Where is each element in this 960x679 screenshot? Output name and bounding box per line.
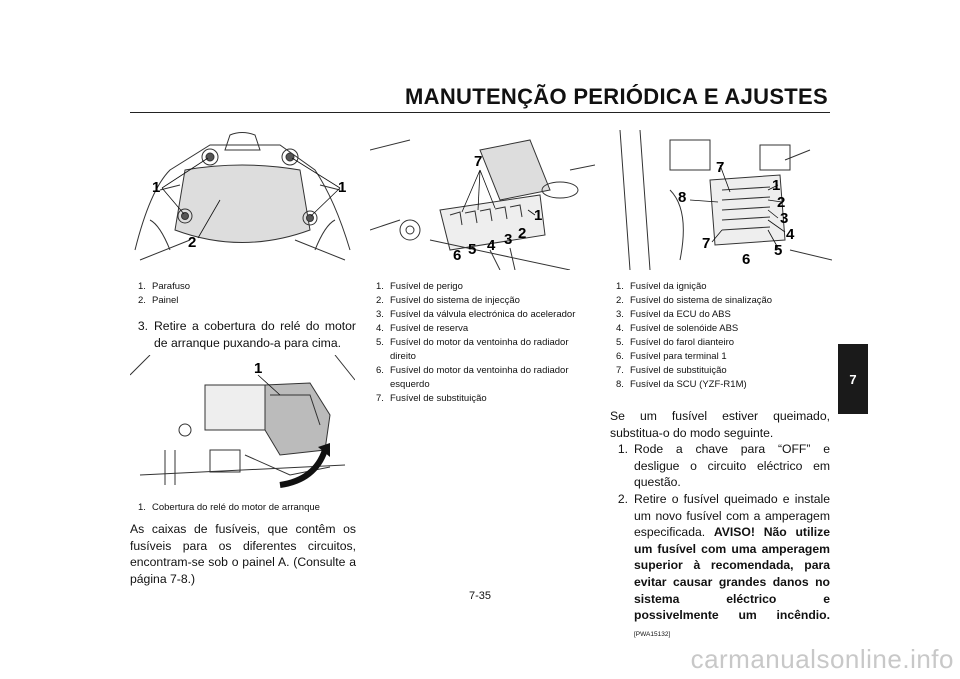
callout: 2 — [777, 194, 786, 211]
list-item: 2. Fusível do sistema de injecção — [376, 295, 520, 306]
header-rule — [130, 112, 830, 113]
warning-code: [PWA15132] — [634, 630, 671, 638]
step-3: 3. Retire a cobertura do relé do motor de arranque puxando-a para cima. — [137, 319, 356, 350]
list-item: 5. Fusível do farol dianteiro — [616, 337, 735, 348]
figure-panel — [130, 130, 355, 270]
callout: 4 — [487, 237, 496, 254]
paragraph-fuse-boxes: As caixas de fusíveis, que contêm os fusíveis para os diferentes circuitos, encontram-se sob o painel A. (Consulte a página 7-8.) — [130, 522, 356, 586]
list-item: 1. Fusível da ignição — [616, 281, 707, 292]
callout: 1 — [534, 207, 543, 224]
callout: 7 — [474, 153, 483, 170]
figure-panel-illustration — [130, 130, 355, 270]
list-item: 3. Fusível da ECU do ABS — [616, 309, 731, 320]
callout: 1 — [772, 177, 781, 194]
list-item: 7. Fusível de substituição — [376, 393, 487, 404]
warning-text: AVISO! Não utilize um fusível com uma amperagem superior à recomendada, para evitar causar grandes danos no sistema eléctrico e possivelmente um incêndio. — [634, 525, 830, 623]
callout: 6 — [453, 247, 462, 264]
figure-fusebox-2 — [610, 130, 832, 270]
list-item: 2. Fusível do sistema de sinalização — [616, 295, 773, 306]
list-item: 8. Fusível da SCU (YZF-R1M) — [616, 379, 747, 390]
list-item: 1. Parafuso — [138, 281, 191, 292]
list-item: 6. Fusível para terminal 1 — [616, 351, 727, 362]
page-number: 7-35 — [468, 590, 492, 602]
chapter-tab: 7 — [838, 344, 868, 414]
callout: 8 — [678, 189, 687, 206]
callout: 5 — [468, 241, 477, 258]
callout: 2 — [188, 234, 197, 251]
callout: 5 — [774, 242, 783, 259]
callout: 7 — [716, 159, 725, 176]
callout: 2 — [518, 225, 527, 242]
list-item: 3. Fusível da válvula electrónica do acelerador — [376, 309, 576, 320]
figure-fusebox-1-illustration — [370, 130, 595, 270]
intro-paragraph: Se um fusível estiver queimado, substitua-o do modo seguinte. — [610, 409, 830, 440]
callout: 3 — [780, 210, 789, 227]
list-item: 2. Painel — [138, 295, 179, 306]
list-item: 4. Fusível de solenóide ABS — [616, 323, 739, 334]
list-item: 5. Fusível do motor da ventoinha do radiador direito — [376, 337, 569, 362]
step-2: 2. Retire o fusível queimado e instale um novo fusível com a amperagem especificada. AVISO! Não utilize um fusível com uma amperagem superior à recomendada, para evitar causar grandes danos no sistema eléctrico e possivelmente um incêndio.[PWA15132] — [617, 491, 830, 638]
callout: 4 — [786, 226, 795, 243]
callout: 7 — [702, 235, 711, 252]
callout: 1 — [152, 179, 161, 196]
figure-relay-cover — [130, 355, 355, 495]
caption-fig4 — [616, 280, 832, 392]
list-item: 1. Fusível de perigo — [376, 281, 463, 292]
caption-fig2 — [138, 501, 353, 515]
list-item: 4. Fusível de reserva — [376, 323, 469, 334]
figure-fusebox-2-illustration — [610, 130, 832, 270]
watermark: carmanualsonline.info — [690, 644, 954, 674]
callout: 1 — [338, 179, 347, 196]
list-item: 7. Fusível de substituição — [616, 365, 727, 376]
list-item: 1. Cobertura do relé do motor de arranque — [138, 502, 320, 513]
fuse-replacement-text — [610, 408, 830, 643]
figure-relay-illustration — [130, 355, 355, 495]
caption-fig3 — [376, 280, 594, 406]
figure-fusebox-1 — [370, 130, 595, 270]
caption-fig1 — [138, 280, 348, 308]
callout: 6 — [742, 251, 751, 268]
list-item: 6. Fusível do motor da ventoinha do radiador esquerdo — [376, 365, 569, 390]
callout: 3 — [504, 231, 513, 248]
callout: 1 — [254, 360, 263, 377]
step-1: 1. Rode a chave para “OFF” e desligue o circuito eléctrico em questão. — [617, 442, 830, 490]
page-title: MANUTENÇÃO PERIÓDICA E AJUSTES — [405, 84, 828, 109]
